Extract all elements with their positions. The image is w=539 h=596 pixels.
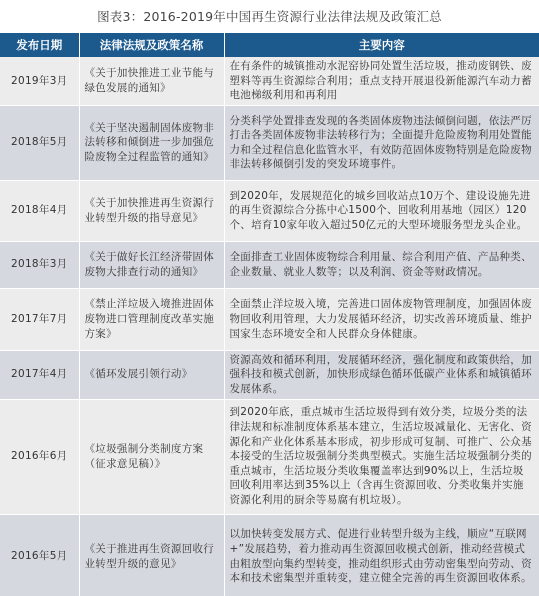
row-date: 2017年7月 bbox=[0, 288, 79, 350]
row-content: 在有条件的城镇推动水泥窑协同处置生活垃圾，推动废钢铁、废塑料等再生资源综合利用；重点支持开展退役新能源汽车动力蓄电池梯级利用和再利用 bbox=[224, 57, 539, 105]
row-date: 2016年6月 bbox=[0, 399, 79, 514]
row-policy-name: 《关于加快推进工业节能与绿色发展的通知》 bbox=[79, 57, 224, 105]
row-content: 到2020年底，重点城市生活垃圾得到有效分类，垃圾分类的法律法规和标准制度体系基本建立，生活垃圾减量化、无害化、资源化和产业化体系基本形成，初步形成可复制、可推广、公众基本接受的生活垃圾强制分类典型模式。实施生活垃圾强制分类的重点城市，生活垃圾分类收集覆盖率达到90%以上，生活垃圾回收利用率达到35%以上（含再生资源回收、分类收集并实施资源化利用的厨余等易腐有机垃圾）。 bbox=[224, 399, 539, 514]
table-row bbox=[0, 57, 539, 105]
row-content: 全面禁止洋垃圾入境，完善进口固体废物管理制度，加强固体废物回收利用管理，大力发展循环经济，切实改善环境质量、维护国家生态环境安全和人民群众身体健康。 bbox=[224, 288, 539, 350]
row-policy-name: 《关于加快推进再生资源行业转型升级的指导意见》 bbox=[79, 180, 224, 241]
row-date: 2017年4月 bbox=[0, 350, 79, 399]
table-header bbox=[0, 33, 539, 57]
table-row bbox=[0, 241, 539, 288]
table-row bbox=[0, 514, 539, 596]
row-content: 资源高效和循环利用，发展循环经济，强化制度和政策供给，加强科技和模式创新，加快形成绿色循环低碳产业体系和城镇循环发展体系。 bbox=[224, 350, 539, 399]
row-content: 全面排查工业固体废物综合利用量、综合利用产值、产品种类、企业数量、就业人数等；以及利润、资金等财政情况。 bbox=[224, 241, 539, 288]
table-row bbox=[0, 399, 539, 514]
row-policy-name: 《关于坚决遏制固体废物非法转移和倾倒进一步加强危险废物全过程监管的通知》 bbox=[79, 105, 224, 180]
row-date: 2016年5月 bbox=[0, 514, 79, 596]
table-row bbox=[0, 288, 539, 350]
row-date: 2018年5月 bbox=[0, 105, 79, 180]
row-content: 以加快转变发展方式、促进行业转型升级为主线，顺应“互联网+”发展趋势，着力推动再生资源回收模式创新，推动经营模式由粗放型向集约型转变，推动组织形式由劳动密集型向劳动、资本和技术密集型并重转变，建立健全完善的再生资源回收体系。 bbox=[224, 514, 539, 596]
header-policy-name: 法律法规及政策名称 bbox=[79, 33, 224, 57]
row-policy-name: 《垃圾强制分类制度方案（征求意见稿）》 bbox=[79, 399, 224, 514]
row-policy-name: 《关于推进再生资源回收行业转型升级的意见》 bbox=[79, 514, 224, 596]
row-policy-name: 《关于做好长江经济带固体废物大排查行动的通知》 bbox=[79, 241, 224, 288]
row-date: 2018年4月 bbox=[0, 180, 79, 241]
table-row bbox=[0, 180, 539, 241]
row-date: 2018年3月 bbox=[0, 241, 79, 288]
table-row bbox=[0, 105, 539, 180]
row-content: 到2020年，发展规范化的城乡回收站点10万个、建设设施先进的再生资源综合分拣中心1500个、回收利用基地（园区）120个、培育10家年收入超过50亿元的大型环境服务型龙头企业。 bbox=[224, 180, 539, 241]
row-date: 2019年3月 bbox=[0, 57, 79, 105]
policy-table bbox=[0, 33, 539, 596]
header-row bbox=[0, 33, 539, 57]
row-policy-name: 《循环发展引领行动》 bbox=[79, 350, 224, 399]
row-content: 分类科学处置排查发现的各类固体废物违法倾倒问题，依法严厉打击各类固体废物非法转移行为；全面提升危险废物利用处置能力和全过程信息化监管水平，有效防范固体废物特别是危险废物非法转移倾倒引发的突发环境事件。 bbox=[224, 105, 539, 180]
row-policy-name: 《禁止洋垃圾入境推进固体废物进口管理制度改革实施方案》 bbox=[79, 288, 224, 350]
header-date: 发布日期 bbox=[0, 33, 79, 57]
table-row bbox=[0, 350, 539, 399]
figure-caption: 图表3：2016-2019年中国再生资源行业法律法规及政策汇总 bbox=[97, 9, 442, 24]
table-body bbox=[0, 57, 539, 596]
header-main-content: 主要内容 bbox=[224, 33, 539, 57]
